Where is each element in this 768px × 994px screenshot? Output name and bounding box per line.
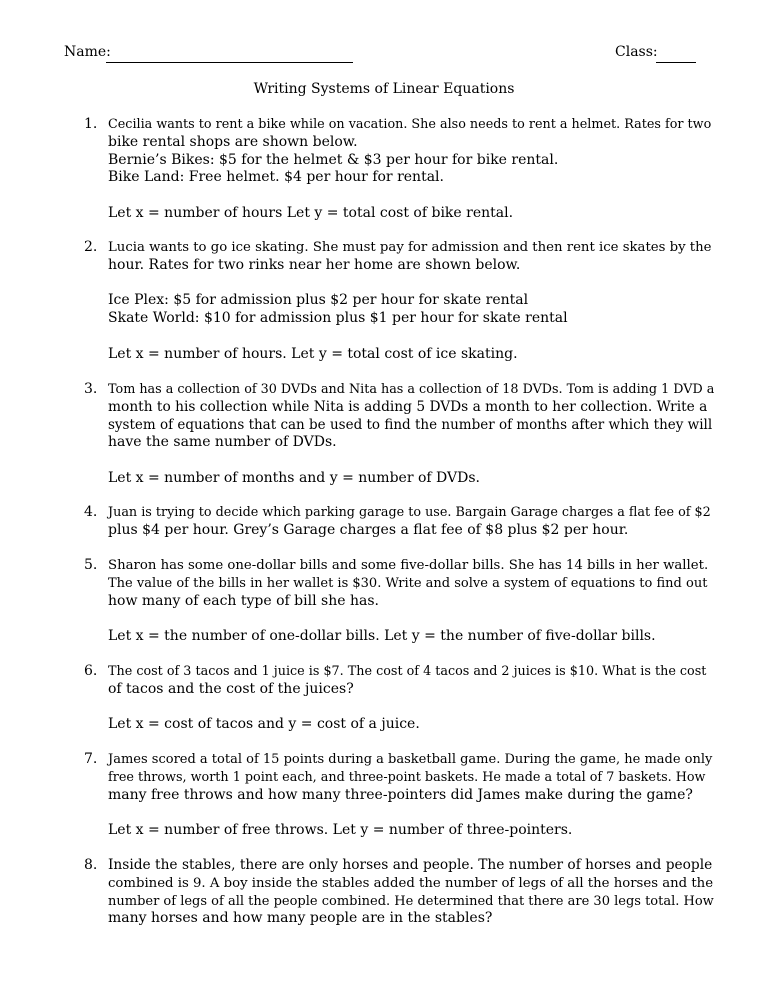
variable-definition: Let x = number of months and y = number of DVDs.: [108, 469, 480, 486]
name-blank-line: [106, 62, 353, 63]
question-text: hour. Rates for two rinks near her home are shown below.: [108, 256, 521, 273]
question-number: 2.: [84, 239, 98, 255]
question-text: Bike Land: Free helmet. $4 per hour for rental.: [108, 169, 444, 186]
name-label: Name:: [64, 44, 111, 60]
question-text: bike rental shops are shown below.: [108, 133, 358, 150]
question-5: [84, 557, 714, 646]
question-text: James scored a total of 15 points during a basketball game. During the game, he made only: [108, 752, 713, 767]
question-8: [84, 857, 714, 928]
question-3: [84, 381, 714, 488]
variable-definition: Let x = cost of tacos and y = cost of a juice.: [108, 716, 420, 733]
question-text: free throws, worth 1 point each, and three-point baskets. He made a total of 7 baskets. How: [108, 769, 706, 785]
question-4: [84, 504, 714, 540]
variable-definition: Let x = number of hours. Let y = total cost of ice skating.: [108, 345, 518, 362]
header: [64, 44, 696, 68]
question-text: Sharon has some one-dollar bills and some five-dollar bills. She has 14 bills in her wallet.: [108, 558, 709, 573]
question-text: of tacos and the cost of the juices?: [108, 680, 354, 697]
question-text: Inside the stables, there are only horses and people. The number of horses and people: [108, 857, 713, 873]
question-text: Juan is trying to decide which parking garage to use. Bargain Garage charges a flat fee of $2: [108, 505, 711, 520]
question-text: system of equations that can be used to find the number of months after which they will: [108, 416, 713, 433]
question-number: 4.: [84, 504, 98, 520]
question-text: plus $4 per hour. Grey’s Garage charges a flat fee of $8 plus $2 per hour.: [108, 521, 629, 538]
question-text: have the same number of DVDs.: [108, 434, 337, 451]
question-text: how many of each type of bill she has.: [108, 592, 379, 609]
question-number: 7.: [84, 751, 98, 767]
page-title: Writing Systems of Linear Equations: [253, 81, 515, 97]
question-text: Ice Plex: $5 for admission plus $2 per hour for skate rental: [108, 292, 529, 309]
question-text: number of legs of all the people combined. He determined that there are 30 legs total. How: [108, 893, 714, 909]
question-text: Tom has a collection of 30 DVDs and Nita has a collection of 18 DVDs. Tom is adding 1 DVD a: [108, 382, 715, 397]
class-label: Class:: [615, 44, 658, 60]
question-number: 6.: [84, 663, 98, 679]
question-6: [84, 663, 714, 734]
question-text: Cecilia wants to rent a bike while on vacation. She also needs to rent a helmet. Rates for two: [108, 117, 712, 132]
question-text: The cost of 3 tacos and 1 juice is $7. The cost of 4 tacos and 2 juices is $10. What is the cost: [108, 664, 707, 679]
question-7: [84, 751, 714, 840]
class-blank-line: [656, 62, 696, 63]
question-text: Skate World: $10 for admission plus $1 per hour for skate rental: [108, 310, 568, 327]
question-2: [84, 239, 714, 364]
question-number: 3.: [84, 381, 98, 397]
question-text: Bernie’s Bikes: $5 for the helmet & $3 per hour for bike rental.: [108, 151, 559, 168]
question-text: The value of the bills in her wallet is $30. Write and solve a system of equations to find out: [108, 575, 708, 591]
variable-definition: Let x = number of free throws. Let y = number of three-pointers.: [108, 822, 573, 839]
question-number: 5.: [84, 557, 98, 573]
question-1: [84, 116, 714, 223]
question-number: 8.: [84, 857, 98, 873]
variable-definition: Let x = the number of one-dollar bills. Let y = the number of five-dollar bills.: [108, 628, 656, 645]
question-text: many free throws and how many three-pointers did James make during the game?: [108, 786, 693, 803]
question-text: combined is 9. A boy inside the stables added the number of legs of all the horses and the: [108, 875, 714, 891]
question-text: Lucia wants to go ice skating. She must pay for admission and then rent ice skates by the: [108, 240, 712, 255]
question-text: month to his collection while Nita is adding 5 DVDs a month to her collection. Write a: [108, 398, 708, 415]
question-text: many horses and how many people are in the stables?: [108, 910, 493, 927]
variable-definition: Let x = number of hours Let y = total cost of bike rental.: [108, 204, 514, 221]
question-number: 1.: [84, 116, 98, 132]
